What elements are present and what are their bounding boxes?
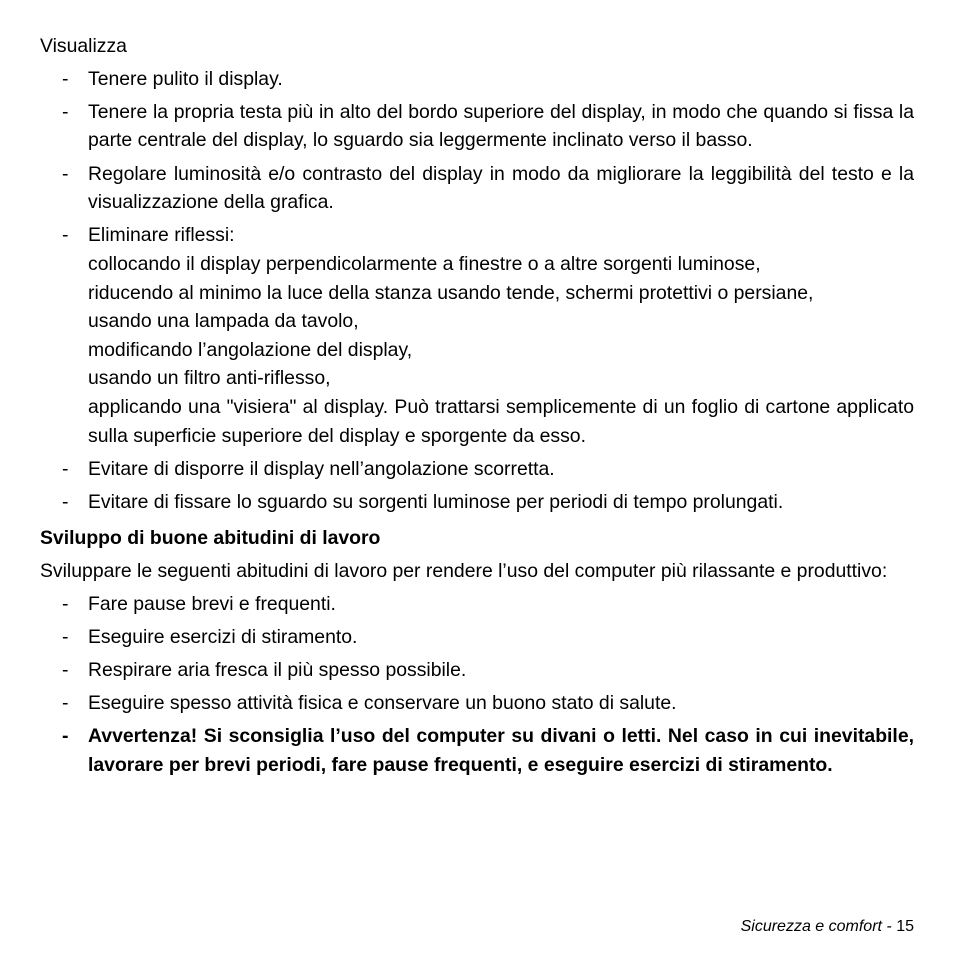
glare-line: usando una lampada da tavolo, bbox=[88, 310, 359, 333]
bullet-dash: - bbox=[62, 692, 69, 715]
warning-text: Avvertenza! Si sconsiglia l’uso del computer su divani o letti. Nel caso in cui inevitabile, lavorare per brevi periodi, fare pause frequenti, e eseguire esercizi di stiramento. bbox=[88, 725, 914, 776]
bullet-dash: - bbox=[62, 457, 69, 480]
work-habits-list bbox=[40, 590, 914, 780]
glare-line: modificando l’angolazione del display, bbox=[88, 338, 413, 361]
list-item-text: Respirare aria fresca il più spesso possibile. bbox=[88, 659, 467, 682]
bullet-dash: - bbox=[62, 490, 69, 513]
section-title-work-habits: Sviluppo di buone abitudini di lavoro bbox=[40, 527, 381, 550]
footer-label: Sicurezza e comfort - bbox=[740, 918, 892, 935]
section-intro: Sviluppare le seguenti abitudini di lavoro per rendere l’uso del computer più rilassante e produttivo: bbox=[40, 560, 888, 583]
list-item bbox=[40, 590, 914, 619]
glare-line: riducendo al minimo la luce della stanza usando tende, schermi protettivi o persiane, bbox=[88, 281, 814, 304]
glare-line: usando un filtro anti-riflesso, bbox=[88, 367, 331, 390]
list-item-text: Evitare di disporre il display nell’angolazione scorretta. bbox=[88, 457, 555, 480]
list-item-text: Evitare di fissare lo sguardo su sorgenti luminose per periodi di tempo prolungati. bbox=[88, 490, 784, 513]
list-item-text: Tenere la propria testa più in alto del bordo superiore del display, in modo che quando si fissa la parte centrale del display, lo sguardo sia leggermente inclinato verso il basso. bbox=[88, 100, 914, 152]
list-item-text: Eseguire spesso attività fisica e conservare un buono stato di salute. bbox=[88, 692, 677, 715]
list-item bbox=[40, 623, 914, 652]
bullet-dash: - bbox=[62, 224, 69, 247]
page-footer bbox=[741, 916, 914, 938]
glare-line: applicando una "visiera" al display. Può trattarsi semplicemente di un foglio di cartone applicato sulla superficie superiore del display e sporgente da esso. bbox=[88, 395, 914, 447]
list-item bbox=[40, 160, 914, 217]
bullet-dash: - bbox=[62, 162, 69, 185]
bullet-dash: - bbox=[62, 625, 69, 648]
bullet-dash: - bbox=[62, 659, 69, 682]
list-item bbox=[40, 65, 914, 94]
bullet-dash: - bbox=[62, 100, 69, 123]
list-item bbox=[40, 689, 914, 718]
list-item bbox=[40, 656, 914, 685]
glare-block bbox=[88, 221, 914, 450]
glare-line: collocando il display perpendicolarmente a finestre o a altre sorgenti luminose, bbox=[88, 252, 761, 275]
list-item-text: Tenere pulito il display. bbox=[88, 67, 283, 90]
list-item bbox=[40, 455, 914, 484]
warning-item bbox=[40, 722, 914, 779]
document-page bbox=[40, 32, 914, 784]
list-item-text: Fare pause brevi e frequenti. bbox=[88, 592, 336, 615]
page-number: 15 bbox=[896, 918, 914, 935]
bullet-dash: - bbox=[62, 725, 69, 748]
list-item bbox=[40, 98, 914, 155]
bullet-dash: - bbox=[62, 592, 69, 615]
section-heading-visualizza: Visualizza bbox=[40, 35, 127, 57]
list-item-text: Regolare luminosità e/o contrasto del display in modo da migliorare la leggibilità del testo e la visualizzazione della grafica. bbox=[88, 162, 914, 214]
list-item-text: Eseguire esercizi di stiramento. bbox=[88, 625, 358, 648]
bullet-dash: - bbox=[62, 67, 69, 90]
list-item-glare bbox=[40, 221, 914, 450]
glare-title: Eliminare riflessi: bbox=[88, 224, 235, 247]
display-tips-list bbox=[40, 65, 914, 517]
list-item bbox=[40, 488, 914, 517]
